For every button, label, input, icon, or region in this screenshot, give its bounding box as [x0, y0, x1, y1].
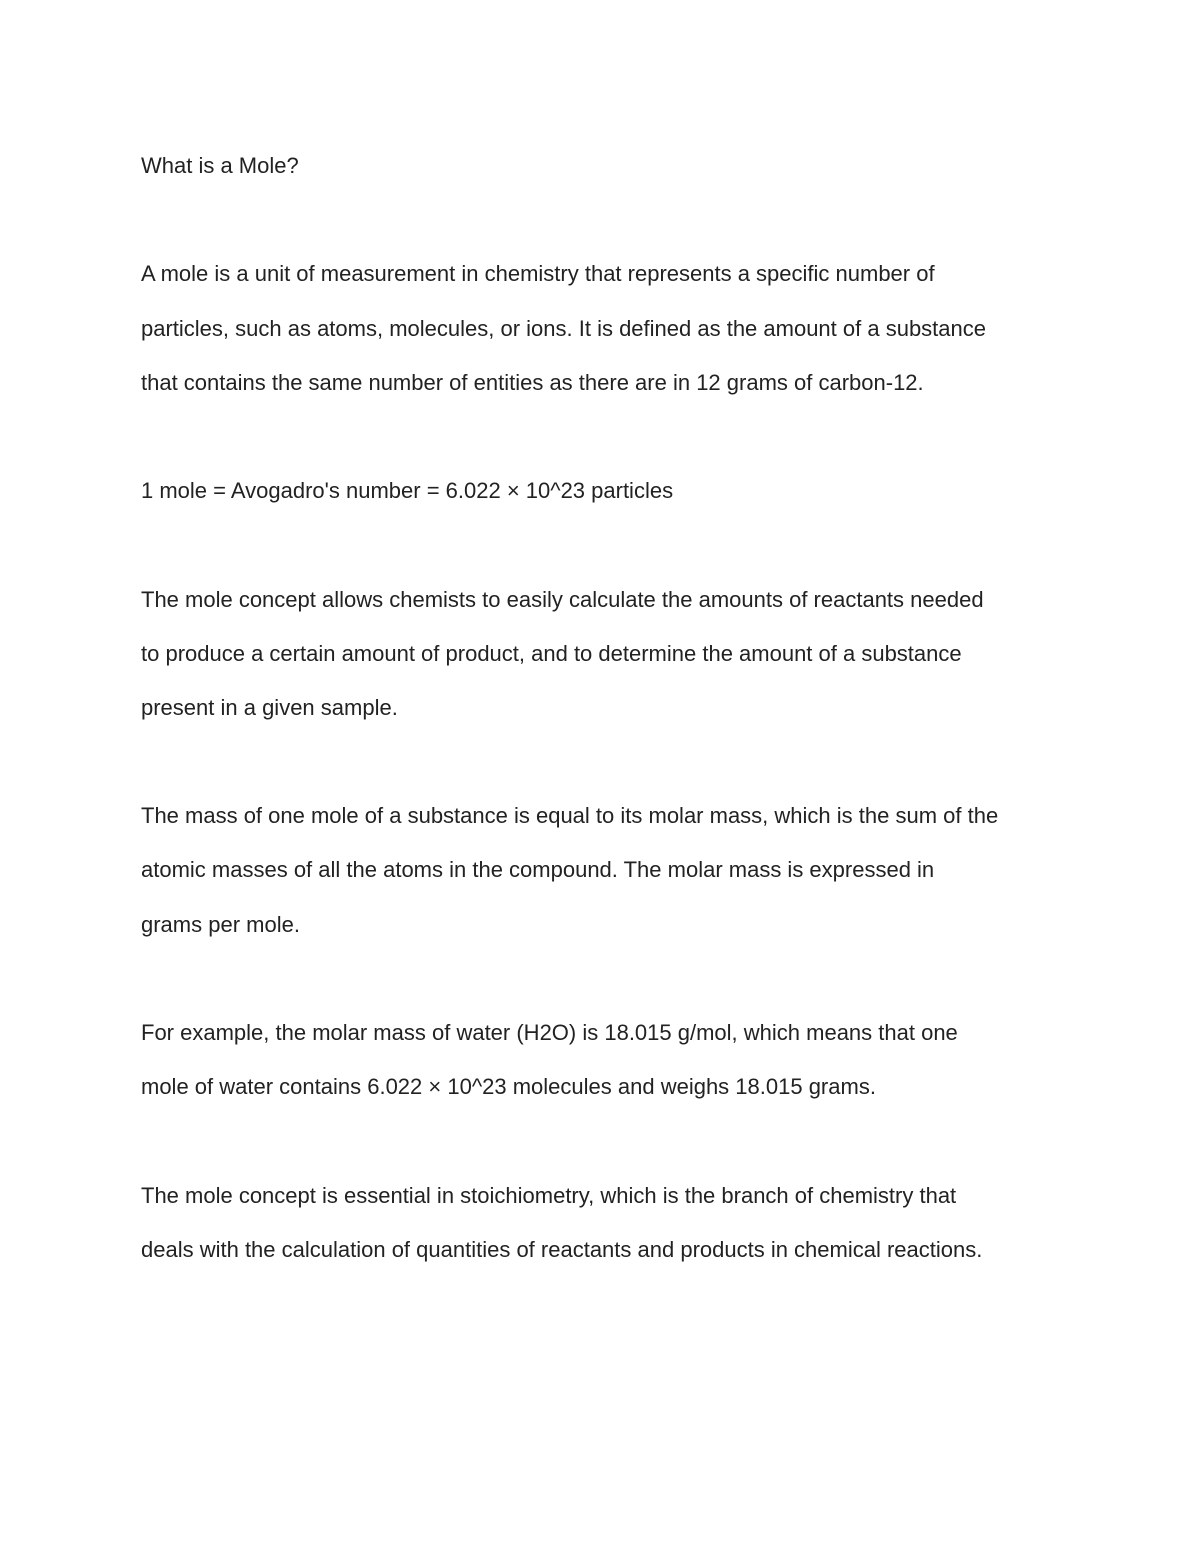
text-line: to produce a certain amount of product, and to determine the amount of a substance — [141, 640, 962, 666]
text-line: atomic masses of all the atoms in the compound. The molar mass is expressed in — [141, 857, 935, 883]
paragraph-spacer — [141, 952, 1081, 1006]
paragraph-example — [141, 1006, 1081, 1114]
document-title: What is a Mole? — [141, 153, 299, 178]
paragraph-spacer — [141, 1114, 1081, 1168]
text-line: deals with the calculation of quantities of reactants and products in chemical reactions. — [141, 1236, 983, 1262]
paragraph-spacer — [141, 193, 1081, 247]
paragraph-molar-mass — [141, 789, 1081, 952]
text-line: The mole concept allows chemists to easily calculate the amounts of reactants needed — [141, 586, 984, 612]
text-line: The mole concept is essential in stoichiometry, which is the branch of chemistry that — [141, 1182, 957, 1208]
paragraph-mole-concept — [141, 573, 1081, 736]
text-line: that contains the same number of entities as there are in 12 grams of carbon-12. — [141, 369, 924, 395]
paragraph-stoichiometry — [141, 1169, 1081, 1277]
paragraph-avogadro — [141, 464, 1081, 518]
text-line: For example, the molar mass of water (H2O) is 18.015 g/mol, which means that one — [141, 1020, 958, 1045]
document-body — [141, 139, 1081, 1277]
paragraph-definition — [141, 247, 1081, 410]
paragraph-spacer — [141, 735, 1081, 789]
paragraph-spacer — [141, 518, 1081, 572]
text-line: present in a given sample. — [141, 694, 398, 720]
text-line: The mass of one mole of a substance is equal to its molar mass, which is the sum of the — [141, 803, 999, 829]
text-line: particles, such as atoms, molecules, or ions. It is defined as the amount of a substance — [141, 315, 986, 341]
text-line: mole of water contains 6.022 × 10^23 molecules and weighs 18.015 grams. — [141, 1074, 876, 1100]
text-line: 1 mole = Avogadro's number = 6.022 × 10^23 particles — [141, 478, 674, 504]
text-line: grams per mole. — [141, 911, 300, 937]
text-line: A mole is a unit of measurement in chemistry that represents a specific number of — [141, 261, 935, 287]
paragraph-spacer — [141, 410, 1081, 464]
